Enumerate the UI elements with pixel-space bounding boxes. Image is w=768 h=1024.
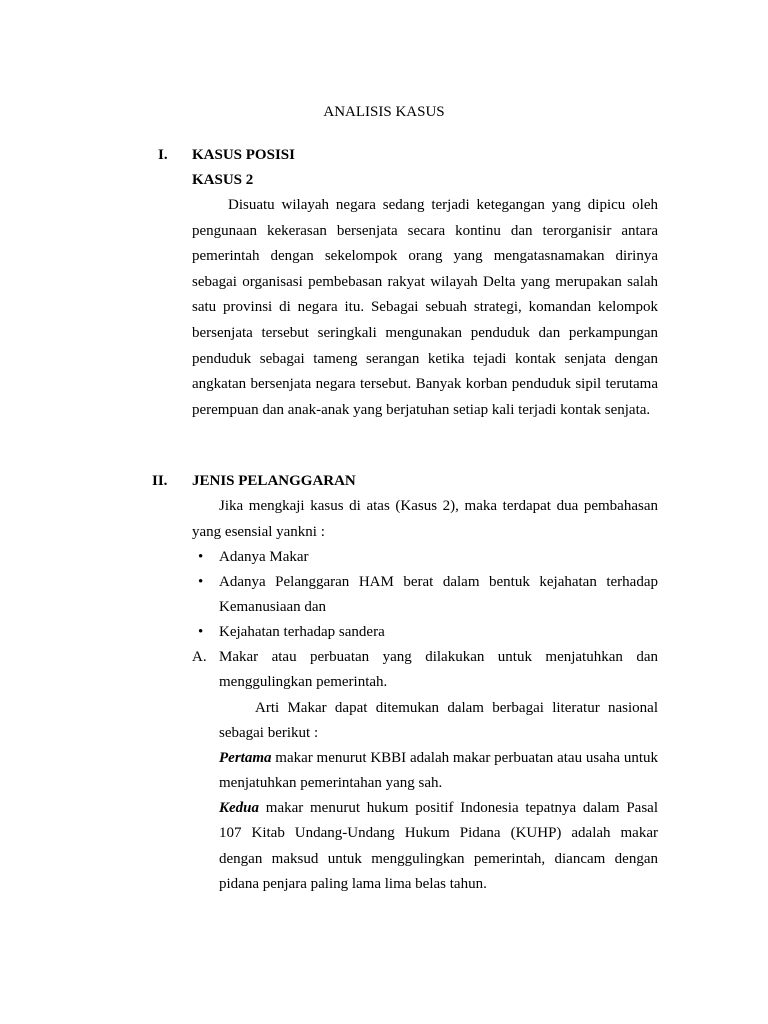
list-item-text: Adanya Pelanggaran HAM berat dalam bentuk kejahatan terhadap Kemanusiaan dan — [219, 574, 658, 616]
bullet-icon: • — [198, 549, 204, 565]
kedua-paragraph — [219, 796, 658, 898]
section-1-numeral: I. — [158, 147, 168, 163]
section-2-intro: Jika mengkaji kasus di atas (Kasus 2), maka terdapat dua pembahasan yang esensial yankni : — [192, 498, 658, 540]
section-1-heading: KASUS POSISI — [192, 147, 295, 163]
pertama-paragraph — [219, 746, 658, 797]
arti-makar-paragraph: Arti Makar dapat ditemukan dalam berbagai literatur nasional sebagai berikut : — [219, 700, 658, 742]
point-a-label: A. — [192, 649, 207, 665]
pertama-text: makar menurut KBBI adalah makar perbuatan atau usaha untuk menjatuhkan pemerintahan yang sah. — [219, 750, 658, 792]
point-a-text: Makar atau perbuatan yang dilakukan untuk menjatuhkan dan menggulingkan pemerintah. — [219, 649, 658, 691]
list-item-text: Adanya Makar — [219, 549, 309, 565]
section-1-subheading: KASUS 2 — [192, 172, 254, 188]
section-2-numeral: II. — [152, 473, 168, 489]
list-item-text: Kejahatan terhadap sandera — [219, 624, 385, 640]
bullet-icon: • — [198, 624, 204, 640]
kedua-text: makar menurut hukum positif Indonesia tepatnya dalam Pasal 107 Kitab Undang-Undang Hukum Pidana (KUHP) adalah makar dengan maksud untuk menggulingkan pemerintah, diancam dengan pidana penjara paling lama lima belas tahun. — [219, 800, 658, 893]
section-2-heading: JENIS PELANGGARAN — [192, 473, 356, 489]
pertama-label: Pertama — [219, 750, 272, 766]
document-title: ANALISIS KASUS — [323, 104, 445, 120]
section-1-paragraph: Disuatu wilayah negara sedang terjadi ketegangan yang dipicu oleh pengunaan kekerasan bersenjata secara kontinu dan terorganisir antara pemerintah dengan sekelompok orang yang mengatasnamakan dirinya sebagai organisasi pembebasan rakyat wilayah Delta yang merupakan salah satu provinsi di negara itu. Sebagai sebuah strategi, komandan kelompok bersenjata tersebut seringkali mengunakan penduduk dan perkampungan penduduk sebagai tameng serangan ketika tejadi kontak senjata dengan angkatan bersenjata negara tersebut. Banyak korban penduduk sipil terutama perempuan dan anak-anak yang berjatuhan setiap kali terjadi kontak senjata. — [192, 197, 658, 418]
kedua-label: Kedua — [219, 800, 260, 816]
bullet-icon: • — [198, 574, 204, 590]
